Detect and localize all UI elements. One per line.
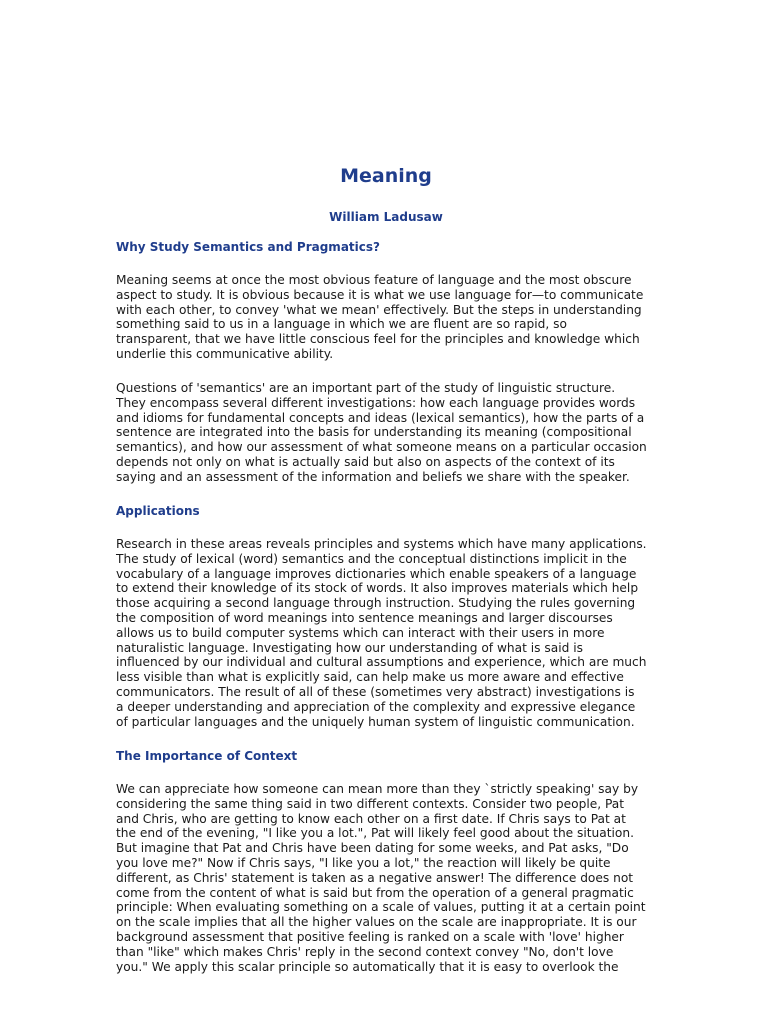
paragraph-line: those acquiring a second language through instruction. Studying the rules governing [116,596,636,611]
paragraph-line: aspect to study. It is obvious because it is what we use language for—to communicate [116,287,644,302]
paragraph-line: They encompass several different investigations: how each language provides words [116,395,636,410]
paragraph-line: you love me?" Now if Chris says, "I like you a lot," the reaction will likely be quite [116,855,611,870]
paragraph-line: and Chris, who are getting to know each other on a first date. If Chris says to Pat at [116,811,626,826]
paragraph-line: with each other, to convey 'what we mean' effectively. But the steps in understanding [116,302,642,317]
paragraph-line: principle: When evaluating something on a scale of values, putting it at a certain point [116,900,646,915]
paragraph-line: We can appreciate how someone can mean more than they `strictly speaking' say by [116,782,639,796]
page-title: Meaning [340,165,432,187]
paragraph-line: saying and an assessment of the information and beliefs we share with the speaker. [116,469,630,484]
section-heading-why-study: Why Study Semantics and Pragmatics? [116,240,380,254]
paragraph [116,537,656,729]
paragraph-line: a deeper understanding and appreciation of the complexity and expressive elegance [116,699,636,714]
paragraph-line: depends not only on what is actually said but also on aspects of the context of its [116,454,615,469]
paragraph-line: come from the content of what is said but from the operation of a general pragmatic [116,885,634,900]
paragraph [116,782,656,974]
paragraph-line: naturalistic language. Investigating how our understanding of what is said is [116,640,583,655]
paragraph-line: background assessment that positive feeling is ranked on a scale with 'love' higher [116,929,624,944]
author-name: William Ladusaw [329,210,443,224]
paragraph [116,381,656,485]
paragraph-line: sentence are integrated into the basis for understanding its meaning (compositional [116,425,632,440]
paragraph-line: different, as Chris' statement is taken as a negative answer! The difference does not [116,870,634,885]
paragraph-line: semantics), and how our assessment of what someone means on a particular occasion [116,440,647,455]
paragraph [116,273,656,362]
paragraph-line: to extend their knowledge of its stock of words. It also improves materials which help [116,581,639,596]
paragraph-line: the composition of word meanings into sentence meanings and larger discourses [116,610,613,625]
paragraph-line: than "like" which makes Chris' reply in the second context convey "No, don't love [116,944,614,959]
paragraph-line: something said to us in a language in which we are fluent are so rapid, so [116,317,567,332]
paragraph-line: of particular languages and the uniquely human system of linguistic communication. [116,714,635,729]
paragraph-line: Research in these areas reveals principles and systems which have many applications. [116,537,647,551]
paragraph-line: considering the same thing said in two different contexts. Consider two people, Pat [116,796,625,811]
paragraph-line: influenced by our individual and cultural assumptions and experience, which are much [116,655,647,670]
paragraph-line: you." We apply this scalar principle so automatically that it is easy to overlook the [116,959,619,974]
section-heading-applications: Applications [116,504,200,518]
paragraph-line: Meaning seems at once the most obvious feature of language and the most obscure [116,273,632,287]
paragraph-line: allows us to build computer systems which can interact with their users in more [116,625,605,640]
section-heading-importance-of-context: The Importance of Context [116,749,298,763]
paragraph-line: less visible than what is explicitly said, can help make us more aware and effective [116,670,624,685]
paragraph-line: vocabulary of a language improves dictionaries which enable speakers of a language [116,566,637,581]
paragraph-line: and idioms for fundamental concepts and ideas (lexical semantics), how the parts of a [116,410,645,425]
paragraph-line: communicators. The result of all of these (sometimes very abstract) investigations is [116,684,635,699]
paragraph-line: on the scale implies that all the higher values on the scale are inappropriate. It is our [116,915,637,930]
paragraph-line: But imagine that Pat and Chris have been dating for some weeks, and Pat asks, "Do [116,841,629,856]
paragraph-line: The study of lexical (word) semantics and the conceptual distinctions implicit in the [116,551,627,566]
paragraph-line: the end of the evening, "I like you a lot.", Pat will likely feel good about the situation. [116,826,634,841]
paragraph-line: Questions of 'semantics' are an important part of the study of linguistic structure. [116,381,616,395]
paragraph-line: underlie this communicative ability. [116,346,334,361]
paragraph-line: transparent, that we have little conscious feel for the principles and knowledge which [116,332,640,347]
